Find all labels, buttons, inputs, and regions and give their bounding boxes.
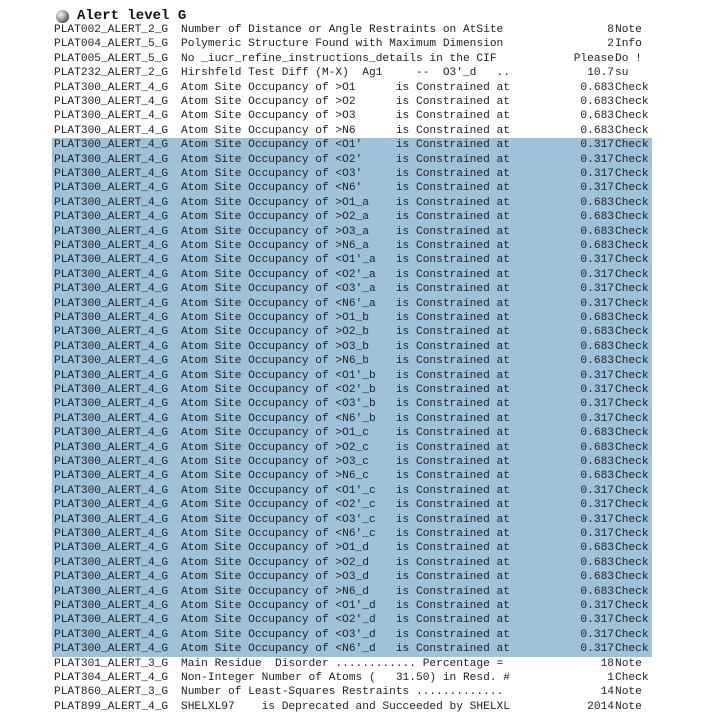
alert-value: 0.317 bbox=[580, 283, 614, 296]
alert-value: 0.683 bbox=[580, 585, 614, 598]
alert-value: 0.683 bbox=[580, 441, 614, 454]
alert-test-text: Atom Site Occupancy of >O3 is Constrained at bbox=[181, 110, 510, 123]
alert-type: Check bbox=[615, 441, 649, 454]
alert-type: Check bbox=[615, 643, 649, 656]
alert-code: PLAT300_ALERT_4_G bbox=[54, 614, 169, 627]
alert-test-text: Atom Site Occupancy of >N6 is Constrained at bbox=[181, 124, 510, 137]
alert-test-text: Hirshfeld Test Diff (M-X) Ag1 -- O3'_d .. bbox=[181, 67, 510, 80]
gray-bullet-icon bbox=[56, 10, 69, 23]
alert-test-text: Atom Site Occupancy of <O1' is Constrained at bbox=[181, 139, 510, 152]
alert-test-text: Atom Site Occupancy of >O2 is Constrained at bbox=[181, 96, 510, 108]
alert-value: 0.683 bbox=[580, 124, 614, 137]
alert-test-text: Atom Site Occupancy of >O1_b is Constrained at bbox=[181, 312, 510, 324]
alert-value: 0.317 bbox=[580, 168, 614, 180]
alert-type: Check bbox=[615, 312, 649, 324]
alert-value: 0.317 bbox=[580, 484, 614, 497]
alert-value: 8 bbox=[607, 24, 614, 36]
alert-row bbox=[52, 513, 652, 527]
alert-row bbox=[52, 210, 652, 224]
alert-row bbox=[52, 426, 652, 440]
alert-type: Check bbox=[615, 268, 649, 281]
alert-row bbox=[52, 527, 652, 541]
alert-row bbox=[52, 700, 652, 714]
alert-test-text: Atom Site Occupancy of <N6' is Constrained at bbox=[181, 182, 510, 195]
alert-test-text: Atom Site Occupancy of <N6'_c is Constrained at bbox=[181, 528, 510, 540]
alert-value: 0.317 bbox=[580, 254, 614, 267]
alert-value: 0.317 bbox=[580, 153, 614, 166]
alert-type: Info bbox=[615, 38, 642, 51]
alert-type: Check bbox=[615, 600, 649, 612]
alert-type: Check bbox=[615, 571, 649, 584]
alert-type: Check bbox=[615, 240, 649, 252]
alert-test-text: Atom Site Occupancy of >O2_d is Constrained at bbox=[181, 556, 510, 569]
alert-row bbox=[52, 297, 652, 311]
alert-value: 0.683 bbox=[580, 225, 614, 238]
alert-code: PLAT005_ALERT_5_G bbox=[54, 52, 169, 65]
alert-type: Check bbox=[615, 412, 649, 425]
alert-type: Check bbox=[615, 542, 649, 555]
alert-code: PLAT300_ALERT_4_G bbox=[54, 153, 169, 166]
alert-type: Check bbox=[615, 614, 649, 627]
alert-row bbox=[52, 95, 652, 109]
alert-test-text: Atom Site Occupancy of >O3_b is Constrained at bbox=[181, 340, 510, 353]
alert-type: Check bbox=[615, 182, 649, 195]
alert-row bbox=[52, 484, 652, 498]
alert-code: PLAT300_ALERT_4_G bbox=[54, 556, 169, 569]
alert-test-text: Atom Site Occupancy of >O2_a is Constrained at bbox=[181, 211, 510, 224]
alert-code: PLAT300_ALERT_4_G bbox=[54, 225, 169, 238]
alert-row bbox=[52, 138, 652, 152]
alert-code: PLAT300_ALERT_4_G bbox=[54, 398, 169, 411]
alert-value: 0.683 bbox=[580, 81, 614, 94]
alert-code: PLAT300_ALERT_4_G bbox=[54, 182, 169, 195]
alert-code: PLAT300_ALERT_4_G bbox=[54, 139, 169, 152]
alert-row bbox=[52, 196, 652, 210]
alert-type: Check bbox=[615, 139, 649, 152]
alert-value: 0.317 bbox=[580, 499, 614, 512]
alert-value: 0.317 bbox=[580, 600, 614, 612]
alert-test-text: Atom Site Occupancy of <O1'_d is Constrained at bbox=[181, 600, 510, 612]
alert-type: Check bbox=[615, 528, 649, 540]
alert-value: 0.683 bbox=[580, 96, 614, 108]
alert-row bbox=[52, 671, 652, 685]
alert-test-text: Atom Site Occupancy of <O3'_c is Constrained at bbox=[181, 513, 510, 526]
alert-type: Check bbox=[615, 153, 649, 166]
alert-type: Check bbox=[615, 124, 649, 137]
alert-code: PLAT300_ALERT_4_G bbox=[54, 470, 169, 483]
alert-value: 2014 bbox=[587, 700, 614, 713]
alert-code: PLAT300_ALERT_4_G bbox=[54, 81, 169, 94]
alert-row bbox=[52, 441, 652, 455]
alert-type: Check bbox=[615, 355, 649, 368]
alert-code: PLAT300_ALERT_4_G bbox=[54, 196, 169, 209]
alert-test-text: Atom Site Occupancy of <O2' is Constrained at bbox=[181, 153, 510, 166]
alert-test-text: Atom Site Occupancy of <O2'_a is Constrained at bbox=[181, 268, 510, 281]
alert-row bbox=[52, 268, 652, 282]
alert-value: 0.683 bbox=[580, 312, 614, 324]
alert-value: 0.683 bbox=[580, 110, 614, 123]
alert-code: PLAT300_ALERT_4_G bbox=[54, 369, 169, 382]
alert-row bbox=[52, 613, 652, 627]
alert-code: PLAT300_ALERT_4_G bbox=[54, 628, 169, 641]
alert-type: Check bbox=[615, 456, 649, 468]
alert-value: 10.7 bbox=[587, 67, 614, 80]
alert-row bbox=[52, 369, 652, 383]
alert-code: PLAT300_ALERT_4_G bbox=[54, 96, 169, 108]
alert-row bbox=[52, 181, 652, 195]
alert-row bbox=[52, 124, 652, 138]
alert-type: Check bbox=[615, 513, 649, 526]
alert-test-text: Atom Site Occupancy of >N6_a is Constrained at bbox=[181, 240, 510, 252]
alert-row bbox=[52, 52, 652, 66]
alert-test-text: Atom Site Occupancy of >O1_c is Constrained at bbox=[181, 427, 510, 440]
alert-value: 0.317 bbox=[580, 513, 614, 526]
alert-value: 0.683 bbox=[580, 470, 614, 483]
alert-test-text: Atom Site Occupancy of >O1_d is Constrained at bbox=[181, 542, 510, 555]
alert-type: Check bbox=[615, 340, 649, 353]
alert-test-text: Atom Site Occupancy of <O3'_a is Constrained at bbox=[181, 283, 510, 296]
alert-type: Note bbox=[615, 657, 642, 670]
alert-code: PLAT300_ALERT_4_G bbox=[54, 312, 169, 324]
alert-code: PLAT300_ALERT_4_G bbox=[54, 513, 169, 526]
alert-row bbox=[52, 685, 652, 699]
alert-code: PLAT300_ALERT_4_G bbox=[54, 268, 169, 281]
alert-code: PLAT300_ALERT_4_G bbox=[54, 110, 169, 123]
alert-type: Check bbox=[615, 384, 649, 396]
alert-row bbox=[52, 325, 652, 339]
alert-type: Note bbox=[615, 700, 642, 713]
alert-type: Check bbox=[615, 499, 649, 512]
alert-value: 0.317 bbox=[580, 384, 614, 396]
alert-value: 2 bbox=[607, 38, 614, 51]
alert-code: PLAT300_ALERT_4_G bbox=[54, 571, 169, 584]
alert-row bbox=[52, 81, 652, 95]
alert-test-text: Main Residue Disorder ............ Percentage = bbox=[181, 657, 504, 670]
alert-value: 0.317 bbox=[580, 268, 614, 281]
alert-test-text: Atom Site Occupancy of <O2'_d is Constrained at bbox=[181, 614, 510, 627]
alert-type: Check bbox=[615, 297, 649, 310]
alert-type: Check bbox=[615, 628, 649, 641]
alert-test-text: Atom Site Occupancy of <O3'_d is Constrained at bbox=[181, 628, 510, 641]
alert-test-text: Atom Site Occupancy of <O1'_b is Constrained at bbox=[181, 369, 510, 382]
alert-code: PLAT300_ALERT_4_G bbox=[54, 240, 169, 252]
alert-code: PLAT300_ALERT_4_G bbox=[54, 326, 169, 339]
alert-code: PLAT300_ALERT_4_G bbox=[54, 542, 169, 555]
alert-type: Check bbox=[615, 585, 649, 598]
alert-row bbox=[52, 109, 652, 123]
alert-code: PLAT300_ALERT_4_G bbox=[54, 456, 169, 468]
alert-code: PLAT300_ALERT_4_G bbox=[54, 499, 169, 512]
alert-value: 0.683 bbox=[580, 240, 614, 252]
alert-type: Check bbox=[615, 369, 649, 382]
alert-test-text: Atom Site Occupancy of <O2'_b is Constrained at bbox=[181, 384, 510, 396]
alert-test-text: Atom Site Occupancy of >O3_d is Constrained at bbox=[181, 571, 510, 584]
alert-value: 0.683 bbox=[580, 196, 614, 209]
alert-value: 0.683 bbox=[580, 542, 614, 555]
alert-value: 0.317 bbox=[580, 139, 614, 152]
alert-test-text: Atom Site Occupancy of <O1'_a is Constrained at bbox=[181, 254, 510, 267]
alert-code: PLAT300_ALERT_4_G bbox=[54, 441, 169, 454]
alert-code: PLAT304_ALERT_4_G bbox=[54, 672, 169, 684]
alert-row bbox=[52, 383, 652, 397]
alert-level-title: Alert level G bbox=[77, 8, 187, 24]
alert-test-text: Atom Site Occupancy of >O2_b is Constrained at bbox=[181, 326, 510, 339]
alert-row bbox=[52, 23, 652, 37]
alert-row bbox=[52, 599, 652, 613]
alert-row bbox=[52, 167, 652, 181]
alert-test-text: Atom Site Occupancy of >O1_a is Constrained at bbox=[181, 196, 510, 209]
alert-test-text: Number of Distance or Angle Restraints on AtSite bbox=[181, 24, 504, 36]
alert-code: PLAT300_ALERT_4_G bbox=[54, 528, 169, 540]
alert-type: Check bbox=[615, 283, 649, 296]
alert-type: Note bbox=[615, 24, 642, 36]
alert-test-text: Atom Site Occupancy of <O2'_c is Constrained at bbox=[181, 499, 510, 512]
alert-type: Check bbox=[615, 168, 649, 180]
alert-code: PLAT300_ALERT_4_G bbox=[54, 124, 169, 137]
alert-test-text: Atom Site Occupancy of >O2_c is Constrained at bbox=[181, 441, 510, 454]
alert-test-text: Atom Site Occupancy of >O3_a is Constrained at bbox=[181, 225, 510, 238]
alert-row bbox=[52, 239, 652, 253]
alert-type: Check bbox=[615, 96, 649, 108]
alert-code: PLAT300_ALERT_4_G bbox=[54, 254, 169, 267]
alert-row bbox=[52, 311, 652, 325]
alert-type: Check bbox=[615, 427, 649, 440]
alert-row bbox=[52, 282, 652, 296]
alert-value: 0.317 bbox=[580, 182, 614, 195]
alert-code: PLAT300_ALERT_4_G bbox=[54, 283, 169, 296]
alert-code: PLAT300_ALERT_4_G bbox=[54, 340, 169, 353]
alert-value: 0.683 bbox=[580, 427, 614, 440]
alert-test-text: Atom Site Occupancy of >N6_b is Constrained at bbox=[181, 355, 510, 368]
alert-code: PLAT002_ALERT_2_G bbox=[54, 24, 169, 36]
alert-value: 14 bbox=[600, 686, 614, 699]
alert-test-text: Polymeric Structure Found with Maximum Dimension bbox=[181, 38, 504, 51]
alert-row bbox=[52, 354, 652, 368]
alert-value: 0.683 bbox=[580, 211, 614, 224]
alert-row bbox=[52, 628, 652, 642]
alert-test-text: Atom Site Occupancy of <O3' is Constrained at bbox=[181, 168, 510, 180]
alert-code: PLAT899_ALERT_4_G bbox=[54, 700, 169, 713]
alert-test-text: Atom Site Occupancy of <N6'_a is Constrained at bbox=[181, 297, 510, 310]
alert-value: 18 bbox=[600, 657, 614, 670]
alert-value: 0.683 bbox=[580, 355, 614, 368]
alert-test-text: Non-Integer Number of Atoms ( 31.50) in Resd. # bbox=[181, 672, 510, 684]
alert-code: PLAT004_ALERT_5_G bbox=[54, 38, 169, 51]
alert-test-text: Atom Site Occupancy of >O3_c is Constrained at bbox=[181, 456, 510, 468]
alert-code: PLAT300_ALERT_4_G bbox=[54, 412, 169, 425]
alert-test-text: No _iucr_refine_instructions_details in the CIF bbox=[181, 52, 497, 65]
alert-value: 0.317 bbox=[580, 614, 614, 627]
alert-row bbox=[52, 657, 652, 671]
alert-value: 0.683 bbox=[580, 571, 614, 584]
alert-test-text: Atom Site Occupancy of >O1 is Constrained at bbox=[181, 81, 510, 94]
alert-value: 0.317 bbox=[580, 398, 614, 411]
alert-type: Check bbox=[615, 225, 649, 238]
alert-value: 0.317 bbox=[580, 412, 614, 425]
alert-test-text: Atom Site Occupancy of >N6_c is Constrained at bbox=[181, 470, 510, 483]
alert-row bbox=[52, 340, 652, 354]
alert-row bbox=[52, 585, 652, 599]
alert-code: PLAT300_ALERT_4_G bbox=[54, 384, 169, 396]
alert-value: 0.317 bbox=[580, 369, 614, 382]
alert-type: Check bbox=[615, 556, 649, 569]
alert-row bbox=[52, 642, 652, 656]
alert-code: PLAT232_ALERT_2_G bbox=[54, 67, 169, 80]
alert-value: 0.317 bbox=[580, 628, 614, 641]
alert-value: 0.317 bbox=[580, 528, 614, 540]
alert-test-text: Atom Site Occupancy of <O1'_c is Constrained at bbox=[181, 484, 510, 497]
alert-test-text: Atom Site Occupancy of <N6'_d is Constrained at bbox=[181, 643, 510, 656]
alert-row bbox=[52, 469, 652, 483]
alert-type: Check bbox=[615, 398, 649, 411]
alert-code: PLAT300_ALERT_4_G bbox=[54, 643, 169, 656]
alert-row bbox=[52, 556, 652, 570]
alert-type: Check bbox=[615, 484, 649, 497]
alert-row bbox=[52, 412, 652, 426]
alert-test-text: SHELXL97 is Deprecated and Succeeded by SHELXL bbox=[181, 700, 510, 713]
alert-code: PLAT300_ALERT_4_G bbox=[54, 427, 169, 440]
alert-code: PLAT300_ALERT_4_G bbox=[54, 297, 169, 310]
alert-type: Check bbox=[615, 211, 649, 224]
alert-code: PLAT300_ALERT_4_G bbox=[54, 484, 169, 497]
alert-test-text: Atom Site Occupancy of >N6_d is Constrained at bbox=[181, 585, 510, 598]
alert-value: 1 bbox=[607, 672, 614, 684]
alert-value: 0.317 bbox=[580, 643, 614, 656]
alert-code: PLAT860_ALERT_3_G bbox=[54, 686, 169, 699]
alert-value: Please bbox=[573, 52, 614, 65]
alert-code: PLAT300_ALERT_4_G bbox=[54, 355, 169, 368]
alert-code: PLAT300_ALERT_4_G bbox=[54, 168, 169, 180]
alert-type: su bbox=[615, 67, 629, 80]
alert-test-text: Atom Site Occupancy of <N6'_b is Constrained at bbox=[181, 412, 510, 425]
alert-type: Check bbox=[615, 254, 649, 267]
alert-type: Check bbox=[615, 672, 649, 684]
alert-test-text: Number of Least-Squares Restraints ............. bbox=[181, 686, 504, 699]
alert-row bbox=[52, 153, 652, 167]
alert-type: Note bbox=[615, 686, 642, 699]
alert-row bbox=[52, 397, 652, 411]
alert-type: Check bbox=[615, 470, 649, 483]
alert-code: PLAT301_ALERT_3_G bbox=[54, 657, 169, 670]
alert-test-text: Atom Site Occupancy of <O3'_b is Constrained at bbox=[181, 398, 510, 411]
alert-value: 0.683 bbox=[580, 556, 614, 569]
alert-type: Check bbox=[615, 326, 649, 339]
alert-row bbox=[52, 225, 652, 239]
alert-code: PLAT300_ALERT_4_G bbox=[54, 585, 169, 598]
alert-code: PLAT300_ALERT_4_G bbox=[54, 211, 169, 224]
alert-row bbox=[52, 541, 652, 555]
alert-value: 0.317 bbox=[580, 297, 614, 310]
alert-row bbox=[52, 253, 652, 267]
alert-type: Do ! bbox=[615, 52, 642, 65]
alert-row bbox=[52, 66, 652, 80]
alert-type: Check bbox=[615, 81, 649, 94]
alert-code: PLAT300_ALERT_4_G bbox=[54, 600, 169, 612]
alert-row bbox=[52, 455, 652, 469]
alert-value: 0.683 bbox=[580, 326, 614, 339]
alert-row bbox=[52, 570, 652, 584]
alert-row bbox=[52, 37, 652, 51]
alert-value: 0.683 bbox=[580, 340, 614, 353]
alert-type: Check bbox=[615, 196, 649, 209]
alert-row bbox=[52, 498, 652, 512]
alert-type: Check bbox=[615, 110, 649, 123]
alert-value: 0.683 bbox=[580, 456, 614, 468]
